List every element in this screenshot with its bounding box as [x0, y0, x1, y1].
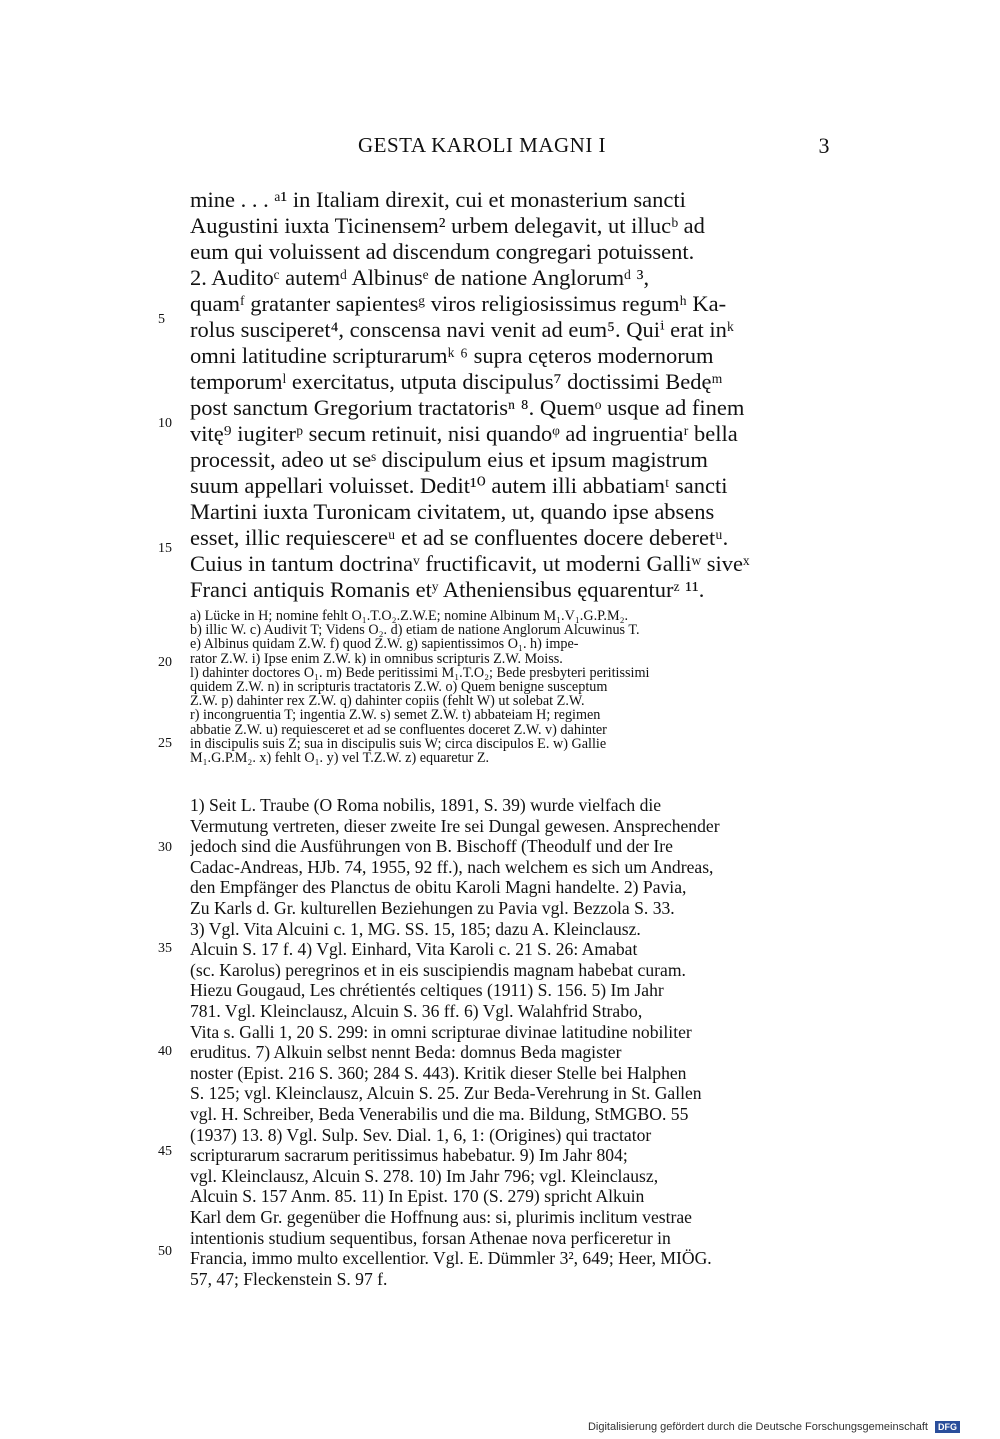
main-text-line: omni latitudine scripturarumᵏ ⁶ supra cęteros modernorum	[190, 343, 714, 368]
main-text-line: rolus susciperet⁴, conscensa navi venit ad eum⁵. Quiⁱ erat inᵏ	[190, 317, 735, 342]
line-number: 20	[158, 655, 172, 670]
footnote-line: (1937) 13. 8) Vgl. Sulp. Sev. Dial. 1, 6, 1: (Origines) qui tractator	[190, 1124, 652, 1145]
main-text-line: processit, adeo ut seˢ discipulum eius et ipsum magistrum	[190, 447, 708, 472]
running-title: GESTA KAROLI MAGNI I	[358, 133, 607, 157]
apparatus-line: e) Albinus quidam Z.W. f) quod Z.W. g) sapientissimos O₁. h) impe-	[190, 636, 579, 653]
footnote-line: intentionis studium sequentibus, forsan Athenae nova perficeretur in	[190, 1227, 671, 1248]
apparatus-line: Z.W. p) dahinter rex Z.W. q) dahinter copiis (fehlt W) ut solebat Z.W.	[190, 693, 585, 710]
apparatus-line: abbatie Z.W. u) requiesceret et ad se confluentes doceret Z.W. v) dahinter	[190, 721, 607, 738]
footnote-line: Karl dem Gr. gegenüber die Hoffnung aus: si, plurimis inclitum vestrae	[190, 1207, 692, 1227]
dfg-logo-icon: DFG	[935, 1421, 960, 1433]
footnote-line: scripturarum sacrarum peritissimus habebatur. 9) Im Jahr 804;	[190, 1145, 628, 1166]
line-number: 30	[158, 840, 172, 855]
main-text-line: temporumˡ exercitatus, utputa discipulus⁷ doctissimi Bedęᵐ	[190, 369, 723, 394]
footnote-line: jedoch sind die Ausführungen von B. Bischoff (Theodulf und der Ire	[190, 836, 673, 857]
line-number: 25	[158, 736, 172, 751]
footnote-line: Vita s. Galli 1, 20 S. 299: in omni scripturae divinae latitudine nobiliter	[190, 1021, 692, 1042]
footnote-line: Cadac-Andreas, HJb. 74, 1955, 92 ff.), nach welchem es sich um Andreas,	[190, 856, 714, 877]
apparatus-line: b) illic W. c) Audivit T; Videns O₂. d) etiam de natione Anglorum Alcuwinus T.	[190, 622, 640, 639]
main-text-line: Franci antiquis Romanis etʸ Atheniensibus ęquarenturᶻ ¹¹.	[190, 577, 705, 602]
main-text-line: Cuius in tantum doctrinaᵛ fructificavit, ut moderni Galliʷ siveˣ	[190, 551, 750, 576]
footnote-line: (sc. Karolus) peregrinos et in eis suscipiendis magnam habebat curam.	[190, 959, 686, 980]
footnote-line: vgl. Kleinclausz, Alcuin S. 278. 10) Im Jahr 796; vgl. Kleinclausz,	[190, 1165, 659, 1186]
line-number: 50	[158, 1244, 172, 1259]
apparatus-line: a) Lücke in H; nomine fehlt O₁.T.O₂.Z.W.E; nomine Albinum M₁.V₁.G.P.M₂.	[190, 608, 629, 624]
footnote-line: Vermutung vertreten, dieser zweite Ire sei Dungal gewesen. Ansprechender	[190, 815, 720, 836]
main-text-line: eum qui voluissent ad discendum congregari potuissent.	[190, 239, 695, 264]
footnote-line: Francia, immo multo excellentior. Vgl. E. Dümmler 3², 649; Heer, MIÖG.	[190, 1248, 712, 1269]
main-text-line: 2. Auditoᶜ autemᵈ Albinusᵉ de natione Anglorumᵈ ³,	[190, 265, 650, 290]
line-number: 15	[158, 541, 172, 556]
footnote-line: Alcuin S. 157 Anm. 85. 11) In Epist. 170 (S. 279) spricht Alkuin	[190, 1186, 645, 1207]
footnote-line: S. 125; vgl. Kleinclausz, Alcuin S. 25. Zur Beda-Verehrung in St. Gallen	[190, 1083, 702, 1104]
footnote-line: 781. Vgl. Kleinclausz, Alcuin S. 36 ff. 6) Vgl. Walahfrid Strabo,	[190, 1001, 643, 1021]
footnote-line: 3) Vgl. Vita Alcuini c. 1, MG. SS. 15, 185; dazu A. Kleinclausz.	[190, 918, 641, 939]
footnote-line: 1) Seit L. Traube (O Roma nobilis, 1891, S. 39) wurde vielfach die	[190, 795, 662, 815]
main-text-line: vitę⁹ iugiterᵖ secum retinuit, nisi quandoᵠ ad ingruentiaʳ bella	[190, 421, 738, 446]
footnote-line: eruditus. 7) Alkuin selbst nennt Beda: domnus Beda magister	[190, 1042, 622, 1063]
line-number: 40	[158, 1044, 172, 1059]
apparatus-line: M₁.G.P.M₂. x) fehlt O₁. y) vel T.Z.W. z) equaretur Z.	[190, 750, 490, 766]
apparatus-line: l) dahinter doctores O₁. m) Bede peritissimi M₁.T.O₂; Bede presbyteri peritissimi	[190, 664, 650, 681]
main-text-line: post sanctum Gregorium tractatorisⁿ ⁸. Quemᵒ usque ad finem	[190, 395, 745, 420]
main-text-line: Martini iuxta Turonicam civitatem, ut, quando ipse absens	[190, 499, 715, 524]
footnote-line: den Empfänger des Planctus de obitu Karoli Magni handelte. 2) Pavia,	[190, 877, 687, 898]
page-header	[190, 133, 830, 163]
apparatus-line: r) incongruentia T; ingentia Z.W. s) semet Z.W. t) abbateiam H; regimen	[190, 707, 601, 724]
footnote-line: vgl. H. Schreiber, Beda Venerabilis und die ma. Bildung, StMGBO. 55	[190, 1104, 689, 1124]
apparatus-line: quidem Z.W. n) in scripturis tractatoris Z.W. o) Quem benigne susceptum	[190, 679, 608, 695]
footnote-line: Alcuin S. 17 f. 4) Vgl. Einhard, Vita Karoli c. 21 S. 26: Amabat	[190, 939, 638, 960]
main-text-line: quamᶠ gratanter sapientesᵍ viros religiosissimus regumʰ Ka-	[190, 291, 727, 316]
page-number: 3	[818, 133, 830, 158]
footnote-line: noster (Epist. 216 S. 360; 284 S. 443). Kritik dieser Stelle bei Halphen	[190, 1062, 687, 1083]
apparatus-line: in discipulis suis Z; sua in discipulis suis W; circa discipulos E. w) Gallie	[190, 735, 607, 752]
line-number: 35	[158, 941, 172, 956]
main-text-line: mine . . . ᵃ¹ in Italiam direxit, cui et monasterium sancti	[190, 187, 686, 212]
main-text-line: suum appellari voluisset. Dedit¹⁰ autem illi abbatiamᵗ sancti	[190, 473, 728, 498]
footnote-line: 57, 47; Fleckenstein S. 97 f.	[190, 1268, 388, 1289]
line-number: 10	[158, 416, 172, 431]
apparatus-line: rator Z.W. i) Ipse enim Z.W. k) in omnibus scripturis Z.W. Moiss.	[190, 650, 563, 667]
main-text-line: Augustini iuxta Ticinensem² urbem delegavit, ut illucᵇ ad	[190, 213, 705, 238]
line-number: 45	[158, 1144, 172, 1159]
funding-footer	[588, 1421, 960, 1433]
footer-text: Digitalisierung gefördert durch die Deutsche Forschungsgemeinschaft	[587, 1420, 928, 1433]
footnote-line: Hiezu Gougaud, Les chrétientés celtiques (1911) S. 156. 5) Im Jahr	[190, 980, 664, 1001]
line-number: 5	[158, 312, 165, 327]
footnote-line: Zu Karls d. Gr. kulturellen Beziehungen zu Pavia vgl. Bezzola S. 33.	[190, 898, 675, 918]
main-text-line: esset, illic requiescereᵘ et ad se confluentes docere deberetᵘ.	[190, 525, 729, 550]
